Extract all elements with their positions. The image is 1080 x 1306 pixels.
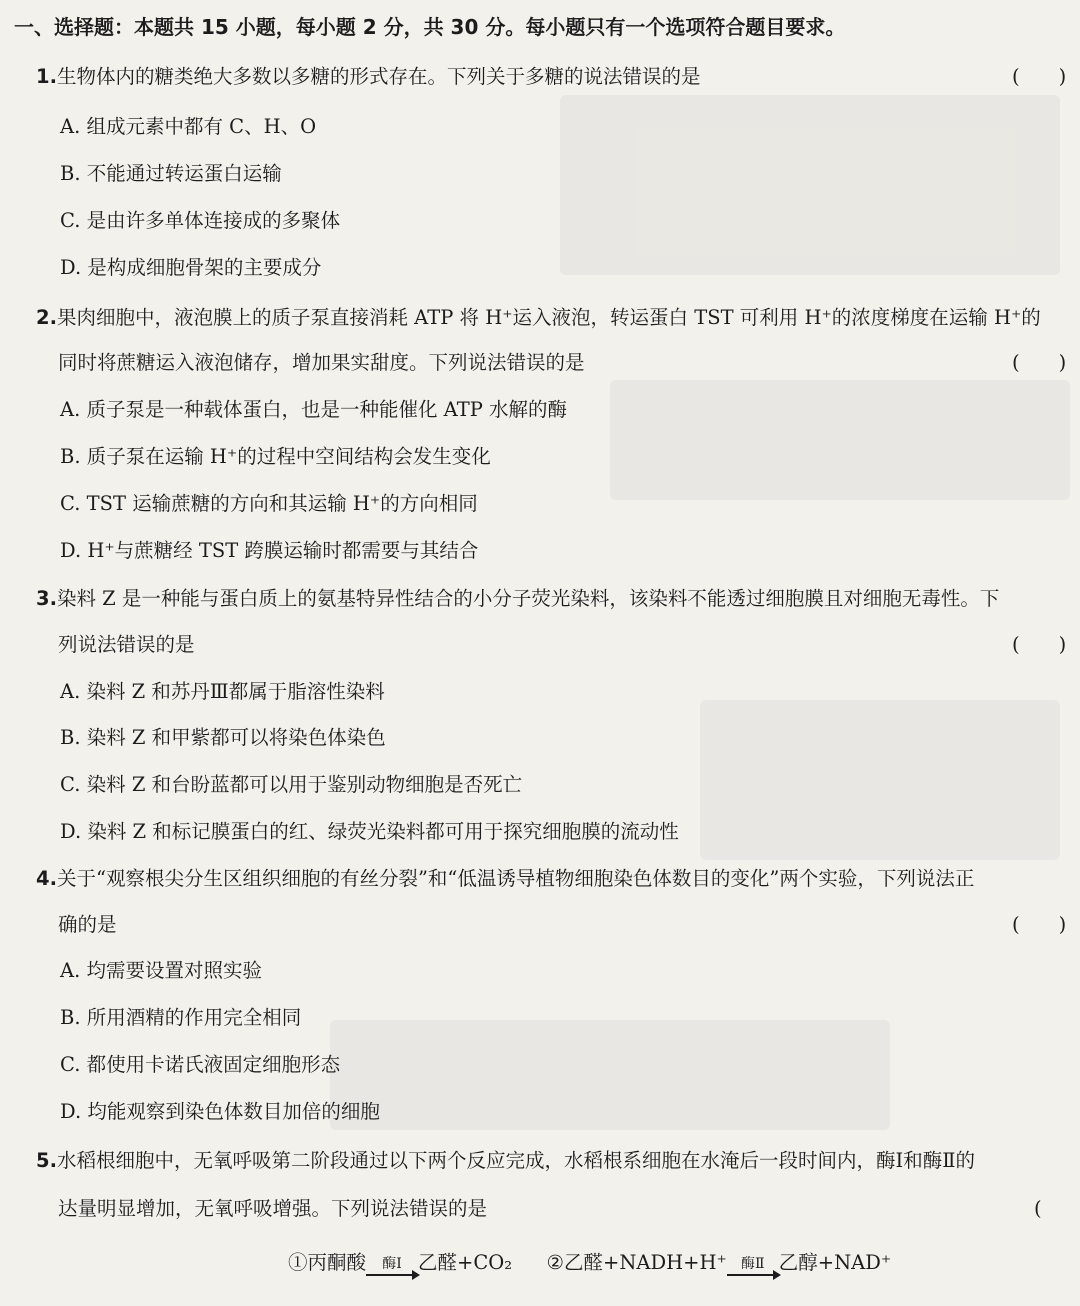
question-3-stem-cont: 列说法错误的是 <box>58 633 195 656</box>
reaction-equations <box>288 1250 891 1276</box>
option-b: B. 不能通过转运蛋白运输 <box>60 162 282 185</box>
question-text: 生物体内的糖类绝大多数以多糖的形式存在。下列关于多糖的说法错误的是 <box>56 65 701 88</box>
question-text: 果肉细胞中，液泡膜上的质子泵直接消耗 ATP 将 H⁺运入液泡，转运蛋白 TST 可利用 H⁺的浓度梯度在运输 H⁺的 <box>56 306 1041 329</box>
answer-bracket: ( ) <box>1012 65 1067 88</box>
option-b: B. 所用酒精的作用完全相同 <box>60 1006 302 1029</box>
option-c: C. 都使用卡诺氏液固定细胞形态 <box>60 1053 341 1076</box>
answer-bracket: ( ) <box>1012 913 1067 936</box>
bleed-through-region <box>700 700 1060 860</box>
question-number: 3. <box>36 587 57 610</box>
option-d: D. 染料 Z 和标记膜蛋白的红、绿荧光染料都可用于探究细胞膜的流动性 <box>60 820 679 843</box>
bleed-through-region <box>560 95 1060 275</box>
bleed-through-region <box>330 1020 890 1130</box>
question-2-stem <box>36 305 1041 331</box>
enzyme-label: 酶Ⅰ <box>382 1256 402 1272</box>
enzyme-label: 酶Ⅱ <box>740 1256 765 1272</box>
option-d: D. 是构成细胞骨架的主要成分 <box>60 256 322 279</box>
option-c: C. 染料 Z 和台盼蓝都可以用于鉴别动物细胞是否死亡 <box>60 773 523 796</box>
bleed-through-region <box>610 380 1070 500</box>
option-a: A. 质子泵是一种载体蛋白，也是一种能催化 ATP 水解的酶 <box>60 398 568 421</box>
question-2-stem-cont: 同时将蔗糖运入液泡储存，增加果实甜度。下列说法错误的是 <box>58 351 585 374</box>
question-text: 染料 Z 是一种能与蛋白质上的氨基特异性结合的小分子荧光染料，该染料不能透过细胞膜且对细胞无毒性。下 <box>56 587 1000 610</box>
answer-bracket: ( ) <box>1012 351 1067 374</box>
reaction-arrow <box>366 1257 418 1276</box>
question-number: 2. <box>36 306 57 329</box>
option-a: A. 均需要设置对照实验 <box>60 959 262 982</box>
question-4-stem <box>36 866 974 892</box>
question-text: 水稻根细胞中，无氧呼吸第二阶段通过以下两个反应完成，水稻根系细胞在水淹后一段时间内，酶Ⅰ和酶Ⅱ的 <box>56 1149 975 1172</box>
option-b: B. 染料 Z 和甲紫都可以将染色体染色 <box>60 726 386 749</box>
answer-bracket: ( <box>1034 1197 1042 1220</box>
option-a: A. 染料 Z 和苏丹Ⅲ都属于脂溶性染料 <box>60 680 385 703</box>
reaction-2-product: 乙醇+NAD⁺ <box>778 1251 892 1274</box>
question-5-stem-cont: 达量明显增加，无氧呼吸增强。下列说法错误的是 <box>58 1197 488 1220</box>
reaction-2-reactant: ②乙醛+NADH+H⁺ <box>546 1251 727 1274</box>
section-header: 一、选择题：本题共 15 小题，每小题 2 分，共 30 分。每小题只有一个选项符合题目要求。 <box>14 15 846 39</box>
option-b: B. 质子泵在运输 H⁺的过程中空间结构会发生变化 <box>60 445 491 468</box>
question-5-stem <box>36 1148 975 1174</box>
option-d: D. 均能观察到染色体数目加倍的细胞 <box>60 1100 380 1123</box>
option-a: A. 组成元素中都有 C、H、O <box>60 115 317 138</box>
question-text: 关于“观察根尖分生区组织细胞的有丝分裂”和“低温诱导植物细胞染色体数目的变化”两个实验，下列说法正 <box>56 867 975 890</box>
question-1-stem <box>36 64 701 90</box>
option-c: C. 是由许多单体连接成的多聚体 <box>60 209 341 232</box>
question-number: 5. <box>36 1149 57 1172</box>
option-c: C. TST 运输蔗糖的方向和其运输 H⁺的方向相同 <box>60 492 478 515</box>
question-3-stem <box>36 586 999 612</box>
question-number: 4. <box>36 867 57 890</box>
answer-bracket: ( ) <box>1012 633 1067 656</box>
reaction-arrow <box>727 1257 779 1276</box>
question-number: 1. <box>36 65 57 88</box>
question-4-stem-cont: 确的是 <box>58 913 117 936</box>
reaction-1-reactant: ①丙酮酸 <box>288 1251 367 1274</box>
option-d: D. H⁺与蔗糖经 TST 跨膜运输时都需要与其结合 <box>60 539 479 562</box>
reaction-1-product: 乙醛+CO₂ <box>418 1251 513 1274</box>
